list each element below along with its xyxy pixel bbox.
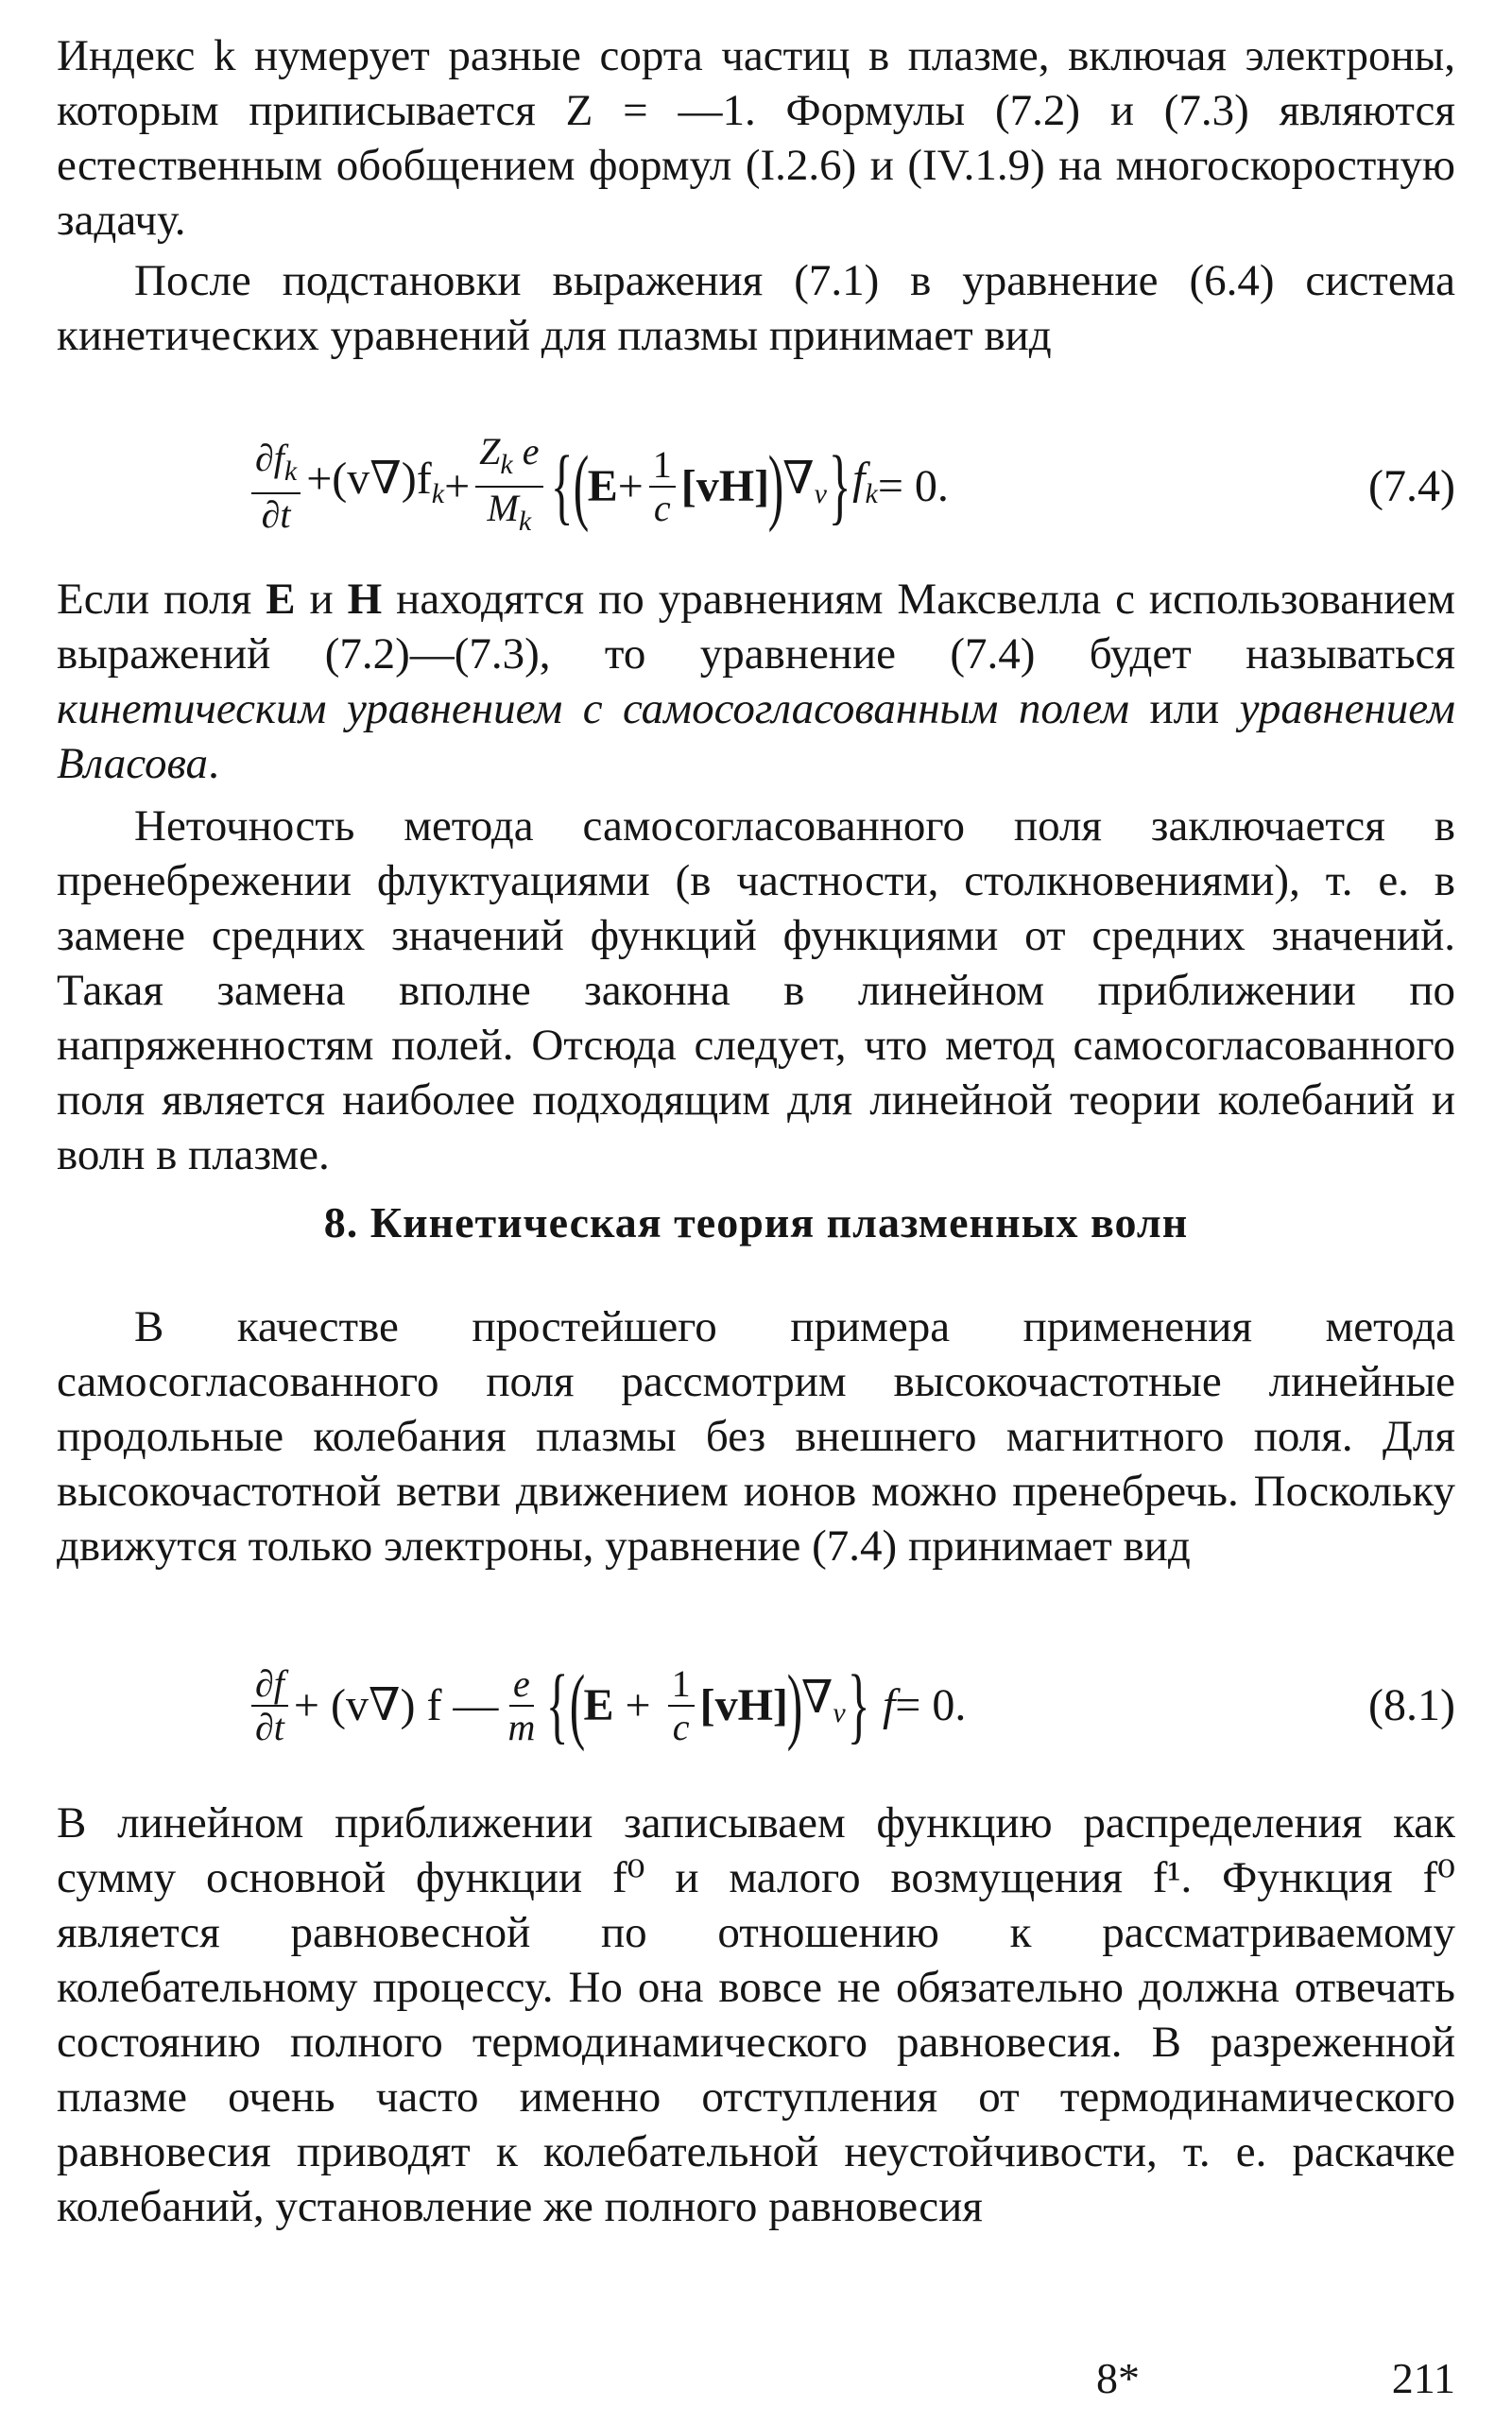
plus-sign: + (613, 1680, 662, 1730)
field-e: E (587, 461, 618, 511)
brace-right: } (847, 1659, 870, 1752)
partial-derivative-fraction: $\frac{\partial f_k}{\partial t}$ (251, 438, 301, 536)
equals-zero: = 0. (877, 461, 949, 511)
charge-mass-fraction: $\frac{e}{m}$ (507, 1662, 536, 1748)
distribution-function: $f_k$ (852, 454, 878, 509)
paragraph-text: После подстановки выражения (7.1) в уравнение (6.4) система кинетических уравнений для плазмы принимает вид (57, 256, 1455, 360)
paren-left: ( (569, 1659, 585, 1752)
plus-sign: + (444, 461, 471, 511)
equation-8-1 (57, 1654, 1455, 1758)
page-footer (57, 2351, 1455, 2406)
distribution-function: f (870, 1680, 896, 1730)
signature-mark: 8* (1096, 2354, 1140, 2402)
paragraph-linear-approx (57, 1796, 1455, 2234)
paren-right: ) (767, 439, 784, 533)
brace-right: } (828, 439, 851, 533)
equation-expression (246, 430, 949, 539)
paragraph-text: В качестве простейшего примера применения метода самосогласованного поля рассмотрим высокочастотные линейные продольные колебания плазмы без внешнего магнитного поля. Для высокочастотной ветви движением ионов можно пренебречь. Поскольку движутся только электроны, уравнение (7.4) принимает вид (57, 1302, 1455, 1571)
equation-expression (246, 1654, 966, 1758)
paren-left: ( (573, 439, 589, 533)
velocity-gradient: $\nabla_v$ (800, 1673, 846, 1728)
paragraph-text: Индекс k нумерует разные сорта частиц в плазме, включая электроны, которым приписывается Z = —1. Формулы (7.2) и (7.3) являются естественным обобщением формул (I.2.6) и (IV.1.9) на многоскоростную задачу. (57, 31, 1455, 245)
partial-derivative-fraction: $\frac{\partial f}{\partial t}$ (251, 1663, 288, 1748)
equals-zero: = 0. (895, 1680, 967, 1730)
page-number: 211 (1391, 2354, 1455, 2402)
brace-left: { (546, 1659, 569, 1752)
book-page (57, 28, 1455, 2400)
field-e: E (583, 1680, 614, 1730)
paragraph-index-k (57, 28, 1455, 248)
paragraph-substitution (57, 253, 1455, 363)
one-over-c-fraction: $\frac{1}{c}$ (649, 444, 676, 529)
equation-number: (7.4) (1368, 461, 1455, 511)
one-over-c-fraction: $\frac{1}{c}$ (668, 1663, 695, 1748)
equation-7-4 (57, 430, 1455, 539)
convective-term: $+(v\nabla)f_k$ (306, 454, 445, 509)
plus-sign: + (617, 461, 644, 511)
cross-product-vh: [vH] (680, 461, 770, 511)
paren-right: ) (786, 1659, 803, 1752)
paragraph-text: В линейном приближении записываем функцию распределения как сумму основной функции f⁰ и малого возмущения f¹. Функция f⁰ является равновесной по отношению к рассматриваемому колебательному процессу. Но она вовсе не обязательно должна отвечать состоянию полного термодинамического равновесия. В разреженной плазме очень часто именно отступления от термодинамического равновесия приводят к колебательной неустойчивости, т. е. раскачке колебаний, установление же полного равновесия (57, 1798, 1455, 2231)
paragraph-inaccuracy (57, 799, 1455, 1182)
term-vlasov: уравнением Власова (57, 684, 1455, 788)
cross-product-vh: [vH] (699, 1680, 788, 1730)
charge-mass-fraction: $\frac{Z_k e}{M_k}$ (475, 431, 542, 542)
brace-left: { (550, 439, 573, 533)
paragraph-vlasov (57, 572, 1455, 791)
velocity-gradient: $\nabla_v$ (782, 454, 827, 509)
paragraph-text: Если поля E и H находятся по уравнениям Максвелла с использованием выражений (7.2)—(7.3), то уравнение (7.4) будет называться кинетическим уравнением с самосогласованным полем или уравнением Власова. (57, 575, 1455, 788)
paragraph-text: Неточность метода самосогласованного поля заключается в пренебрежении флуктуациями (в частности, столкновениями), т. е. в замене средних значений функций функциями от средних значений. Такая замена вполне законна в линейном приближении по напряженностям полей. Отсюда следует, что метод самосогласованного поля является наиболее подходящим для линейной теории колебаний и волн в плазме. (57, 801, 1455, 1179)
term-self-consistent: кинетическим уравнением с самосогласованным полем (57, 684, 1129, 733)
paragraph-example (57, 1299, 1455, 1573)
convective-term: + (v∇) f — (293, 1680, 499, 1730)
section-heading: 8. Кинетическая теория плазменных волн (323, 1198, 1189, 1246)
equation-number: (8.1) (1368, 1680, 1455, 1730)
